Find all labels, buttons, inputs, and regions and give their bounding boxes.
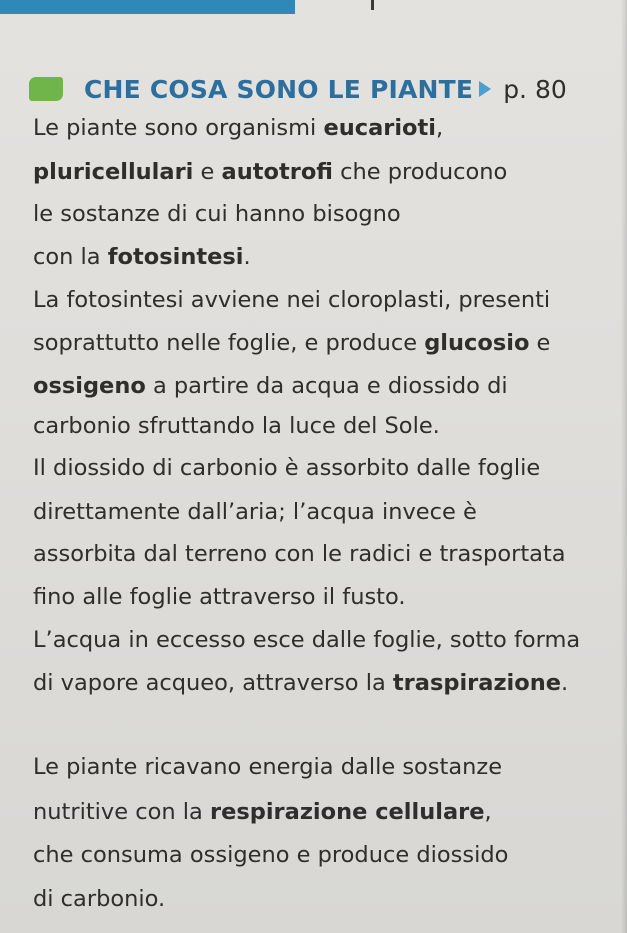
- text-line: [33, 884, 165, 914]
- text-line: [33, 113, 443, 143]
- page-reference: p. 80: [503, 74, 567, 104]
- bold-term: pluricellulari: [33, 159, 194, 185]
- bold-term: traspirazione: [392, 670, 561, 696]
- text-line: [33, 797, 492, 827]
- text-segment: Il diossido di carbonio è assorbito dalle foglie: [33, 455, 541, 481]
- bold-term: fotosintesi: [107, 244, 244, 270]
- text-segment: La fotosintesi avviene nei cloroplasti, presenti: [33, 287, 551, 313]
- text-segment: direttamente dall’aria; l’acqua invece è: [33, 499, 477, 525]
- text-segment: e: [193, 159, 222, 185]
- text-segment: soprattutto nelle foglie, e produce: [33, 330, 425, 356]
- text-segment: le sostanze di cui hanno bisogno: [33, 201, 401, 227]
- bold-term: autotrofi: [221, 159, 333, 185]
- section-title: CHE COSA SONO LE PIANTE: [84, 74, 474, 104]
- bold-term: eucarioti: [323, 115, 436, 141]
- text-line: [33, 625, 580, 655]
- text-segment: Le piante ricavano energia dalle sostanze: [33, 754, 503, 780]
- text-line: [33, 752, 502, 782]
- text-segment: di carbonio.: [33, 886, 166, 912]
- text-line: [33, 242, 251, 272]
- text-segment: Le piante sono organismi: [33, 115, 324, 141]
- text-line: [33, 199, 401, 229]
- text-segment: L’acqua in eccesso esce dalle foglie, sotto forma: [33, 627, 581, 653]
- text-segment: ,: [484, 799, 492, 825]
- text-line: [33, 668, 568, 698]
- text-line: [33, 328, 550, 358]
- text-segment: nutritive con la: [33, 799, 210, 825]
- top-color-band: [0, 0, 295, 14]
- text-segment: di vapore acqueo, attraverso la: [33, 670, 393, 696]
- text-segment: che consuma ossigeno e produce diossido: [33, 842, 509, 868]
- bold-term: glucosio: [424, 330, 530, 356]
- text-segment: .: [561, 670, 569, 696]
- text-line: [33, 582, 406, 612]
- text-line: [33, 371, 508, 401]
- section-header: [29, 72, 567, 106]
- text-segment: che producono: [332, 159, 508, 185]
- text-line: [33, 497, 477, 527]
- top-tick-mark: [371, 0, 374, 10]
- text-segment: carbonio sfruttando la luce del Sole.: [33, 413, 440, 439]
- text-line: [33, 840, 508, 870]
- green-marker-icon: [29, 77, 63, 101]
- text-segment: .: [243, 244, 251, 270]
- text-segment: a partire da acqua e diossido di: [145, 373, 508, 399]
- text-segment: assorbita dal terreno con le radici e trasportata: [33, 541, 566, 567]
- text-line: [33, 285, 550, 315]
- bold-term: respirazione cellulare: [209, 799, 485, 825]
- page-edge-shadow: [621, 0, 627, 933]
- bold-term: ossigeno: [33, 373, 146, 399]
- text-line: [33, 453, 540, 483]
- text-segment: fino alle foglie attraverso il fusto.: [33, 584, 406, 610]
- text-segment: con la: [33, 244, 108, 270]
- text-line: [33, 411, 440, 441]
- triangle-arrow-icon: [479, 81, 491, 97]
- text-segment: ,: [436, 115, 444, 141]
- text-line: [33, 157, 507, 187]
- text-segment: e: [529, 330, 551, 356]
- text-line: [33, 539, 566, 569]
